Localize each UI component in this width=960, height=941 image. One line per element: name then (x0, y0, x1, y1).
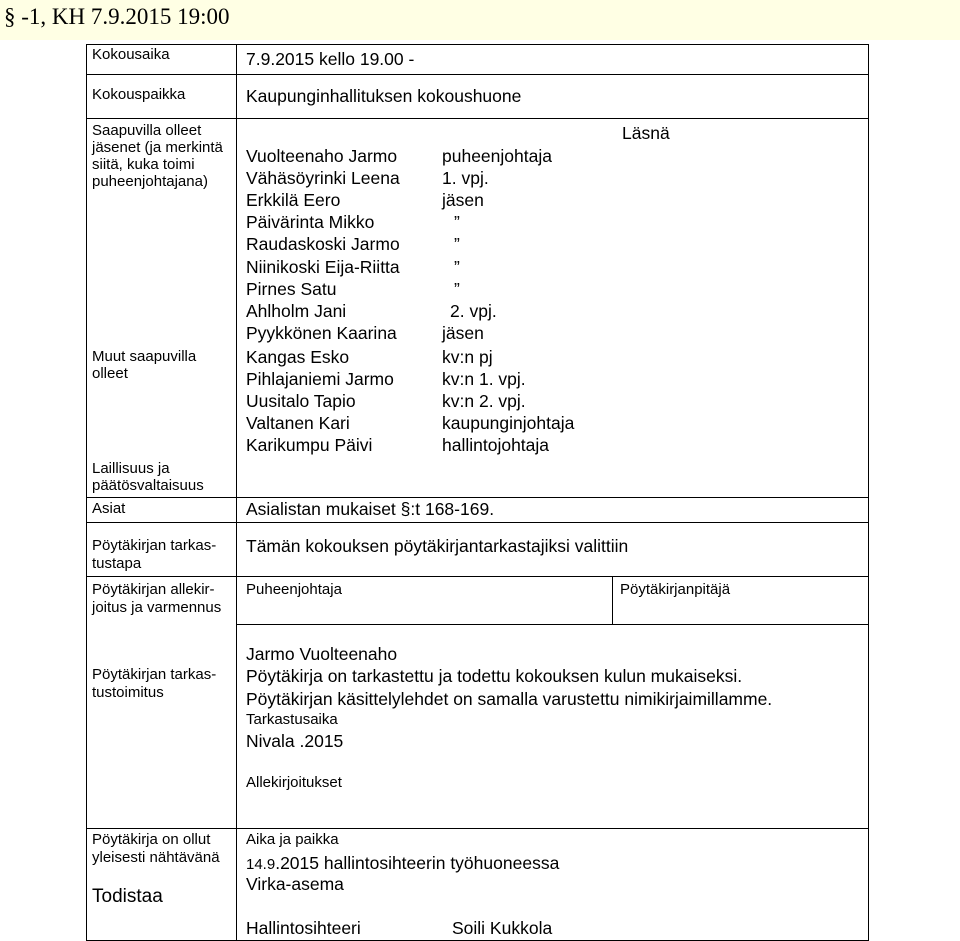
review-line-2: Pöytäkirjan käsittelylehdet on samalla varustettu nimikirjaimillamme. (246, 689, 773, 709)
witness-label: Todistaa (92, 886, 163, 907)
inspection-label-line-2: tustapa (92, 555, 142, 572)
member-role: jäsen (442, 190, 484, 210)
public-date-line (246, 852, 559, 874)
member-name: Pirnes Satu (246, 279, 337, 299)
others-label-line-2: olleet (92, 365, 128, 382)
other-name: Valtanen Kari (246, 413, 350, 433)
meeting-place-value: Kaupunginhallituksen kokoushuone (246, 86, 522, 106)
agenda-label: Asiat (92, 500, 126, 517)
signing-label-line-1: Pöytäkirjan allekir- (92, 581, 215, 598)
rule-inspection (86, 576, 869, 577)
member-name: Vähäsöyrinki Leena (246, 168, 400, 188)
inspection-value: Tämän kokouksen pöytäkirjantarkastajiksi valittiin (246, 536, 629, 556)
members-label-line-4: puheenjohtajana) (92, 173, 208, 190)
meeting-time-value: 7.9.2015 kello 19.00 - (246, 49, 415, 69)
chair-label: Puheenjohtaja (246, 581, 342, 598)
meeting-place-label: Kokouspaikka (92, 86, 186, 103)
time-place-label: Aika ja paikka (246, 831, 339, 848)
agenda-value: Asialistan mukaiset §:t 168-169. (246, 499, 495, 519)
rule-review (86, 828, 869, 829)
rule-label-col (236, 44, 237, 941)
member-role: ” (454, 234, 460, 254)
other-role: hallintojohtaja (442, 435, 550, 455)
rule-signing-inner (236, 624, 869, 625)
position-value: Hallintosihteeri (246, 918, 361, 938)
members-label-line-2: jäsenet (ja merkintä (92, 139, 223, 156)
other-role: kv:n 1. vpj. (442, 369, 526, 389)
secretary-label: Pöytäkirjanpitäjä (620, 581, 731, 598)
member-role: 1. vpj. (442, 168, 489, 188)
member-name: Erkkilä Eero (246, 190, 341, 210)
member-name: Pyykkönen Kaarina (246, 323, 397, 343)
member-role: 2. vpj. (450, 301, 497, 321)
signing-label-line-2: joitus ja varmennus (92, 599, 222, 616)
member-role: ” (454, 257, 460, 277)
other-role: kv:n pj (442, 347, 493, 367)
review-place-label: Tarkastusaika (246, 711, 338, 728)
rule-left (86, 44, 87, 941)
review-label-line-1: Pöytäkirjan tarkas- (92, 666, 217, 683)
public-date-rest: .2015 hallintosihteerin työhuoneessa (275, 853, 560, 873)
signer-name: Soili Kukkola (452, 918, 553, 938)
legality-label-line-2: päätösvaltaisuus (92, 477, 204, 494)
member-name: Ahlholm Jani (246, 301, 347, 321)
other-role: kv:n 2. vpj. (442, 391, 526, 411)
public-label-line-2: yleisesti nähtävänä (92, 849, 220, 866)
inspection-label-line-1: Pöytäkirjan tarkas- (92, 537, 217, 554)
members-label-line-3: siitä, kuka toimi (92, 156, 195, 173)
member-role: ” (454, 212, 460, 232)
rule-top (86, 44, 869, 45)
other-name: Karikumpu Päivi (246, 435, 373, 455)
signatures-label: Allekirjoitukset (246, 774, 342, 791)
member-name: Raudaskoski Jarmo (246, 234, 400, 254)
others-label-line-1: Muut saapuvilla (92, 348, 197, 365)
public-label-line-1: Pöytäkirja on ollut (92, 831, 211, 848)
other-role: kaupunginjohtaja (442, 413, 575, 433)
member-role: puheenjohtaja (442, 146, 552, 166)
members-label-line-1: Saapuvilla olleet (92, 122, 202, 139)
chair-name: Jarmo Vuolteenaho (246, 644, 398, 664)
position-label: Virka-asema (246, 874, 344, 894)
present-header: Läsnä (622, 123, 670, 143)
rule-right (868, 44, 869, 941)
member-name: Vuolteenaho Jarmo (246, 146, 398, 166)
public-date-day: 14.9 (246, 856, 276, 873)
rule-agenda (86, 522, 869, 523)
review-line-1: Pöytäkirja on tarkastettu ja todettu kokouksen kulun mukaiseksi. (246, 666, 743, 686)
legality-label-line-1: Laillisuus ja (92, 460, 170, 477)
rule-place (86, 118, 869, 119)
other-name: Uusitalo Tapio (246, 391, 356, 411)
member-name: Niinikoski Eija-Riitta (246, 257, 400, 277)
member-role: jäsen (442, 323, 484, 343)
review-place-value: Nivala .2015 (246, 731, 344, 751)
meeting-time-label: Kokousaika (92, 46, 170, 63)
review-label-line-2: tustoimitus (92, 684, 164, 701)
other-name: Pihlajaniemi Jarmo (246, 369, 394, 389)
rule-signing-split (612, 576, 613, 624)
page-title: § -1, KH 7.9.2015 19:00 (4, 4, 230, 29)
member-role: ” (454, 279, 460, 299)
rule-time (86, 74, 869, 75)
member-name: Päivärinta Mikko (246, 212, 375, 232)
other-name: Kangas Esko (246, 347, 350, 367)
